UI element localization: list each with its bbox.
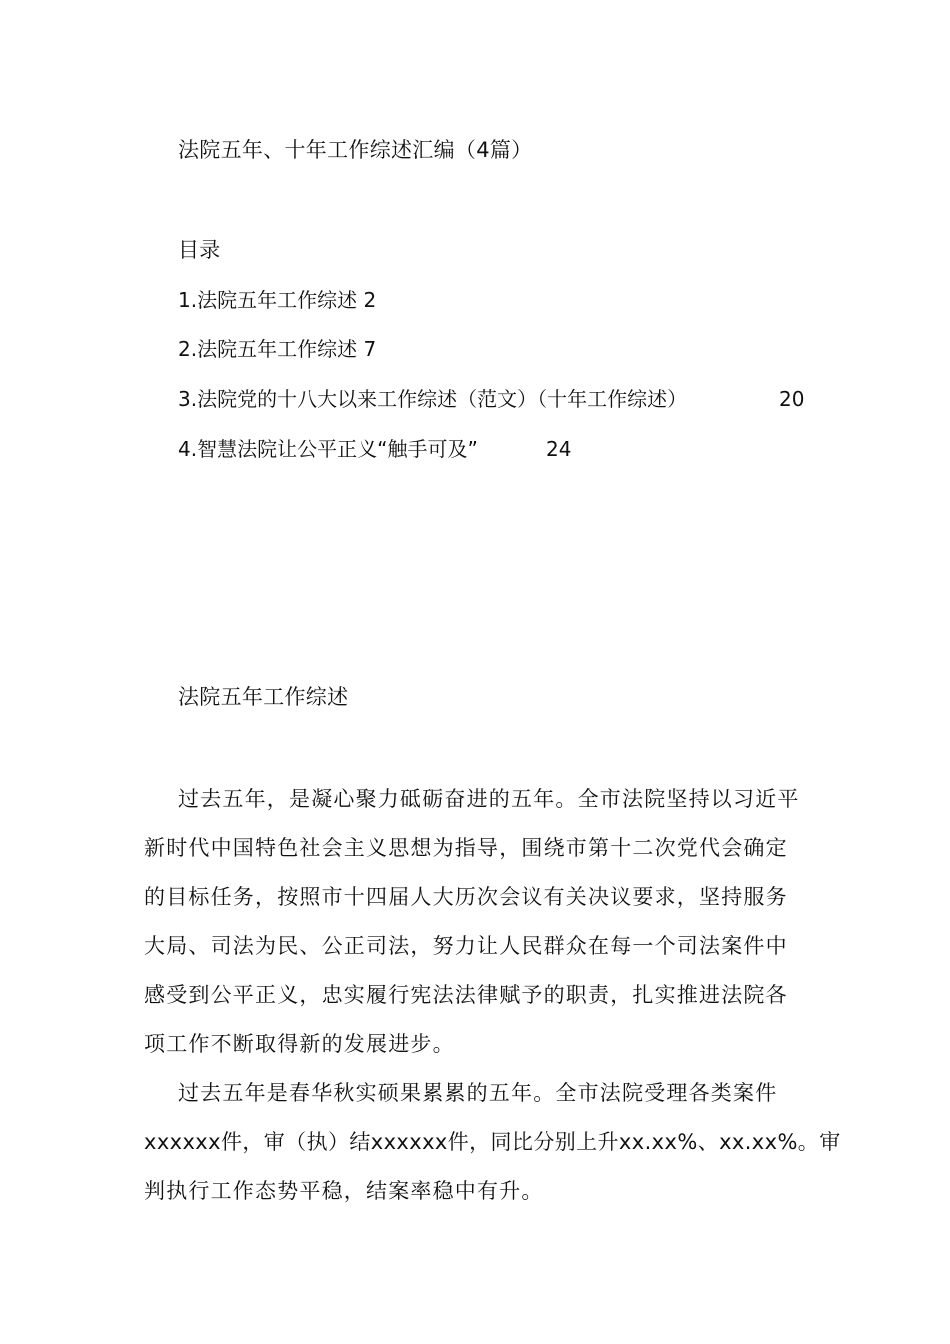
paragraph-line: 项工作不断取得新的发展进步。: [144, 1032, 455, 1056]
paragraph-line: 的目标任务，按照市十四届人大历次会议有关决议要求，坚持服务: [144, 885, 788, 909]
toc-entry-page: 20: [779, 387, 805, 411]
section-title: 法院五年工作综述: [178, 685, 349, 709]
paragraph-line: 感受到公平正义，忠实履行宪法法律赋予的职责，扎实推进法院各: [144, 983, 788, 1007]
toc-entry-3[interactable]: [178, 385, 687, 413]
toc-entry-label: 2.法院五年工作综述: [178, 337, 358, 361]
toc-entry-4[interactable]: [178, 435, 478, 463]
toc-entry-page: 2: [363, 288, 377, 312]
paragraph-line: 判执行工作态势平稳，结案率稳中有升。: [144, 1179, 544, 1203]
toc-entry-1[interactable]: [178, 286, 376, 314]
paragraph-line: 过去五年是春华秋实硕果累累的五年。全市法院受理各类案件: [178, 1081, 778, 1105]
toc-entry-label: 3.法院党的十八大以来工作综述（范文）（十年工作综述）: [178, 387, 688, 411]
document-title: 法院五年、十年工作综述汇编（4篇）: [178, 138, 533, 162]
toc-entry-label: 4.智慧法院让公平正义“触手可及”: [178, 437, 478, 461]
paragraph-line: xxxxxx件，审（执）结xxxxxx件，同比分别上升xx.xx%、xx.xx%。审: [144, 1130, 841, 1154]
paragraph-line: 新时代中国特色社会主义思想为指导，围绕市第十二次党代会确定: [144, 836, 788, 860]
paragraph-line: 过去五年，是凝心聚力砥砺奋进的五年。全市法院坚持以习近平: [178, 787, 800, 811]
toc-heading: 目录: [178, 238, 221, 262]
paragraph-line: 大局、司法为民、公正司法，努力让人民群众在每一个司法案件中: [144, 934, 788, 958]
toc-entry-page: 24: [546, 437, 572, 461]
toc-entry-2[interactable]: [178, 335, 376, 363]
toc-entry-label: 1.法院五年工作综述: [178, 288, 358, 312]
toc-entry-page: 7: [363, 337, 377, 361]
